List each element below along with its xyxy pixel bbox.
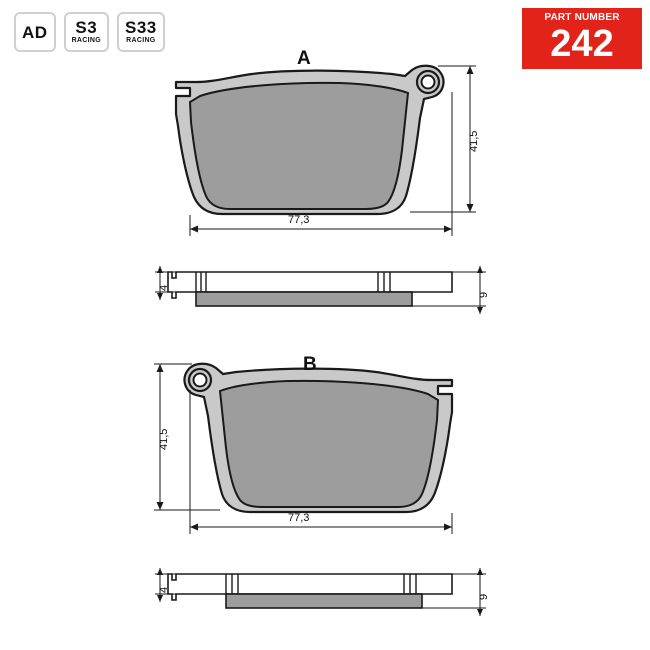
- pad-b-backing-thickness-dim: 4: [158, 586, 170, 593]
- pad-b-letter: B: [303, 354, 317, 375]
- pad-a-top-view: [176, 66, 476, 236]
- pad-b-width-dim: 77,3: [288, 512, 310, 524]
- pad-a-total-thickness-dim: 9: [478, 291, 490, 298]
- pad-a-height-dim: 41,5: [468, 130, 480, 152]
- part-number-label: PART NUMBER: [544, 12, 620, 23]
- pad-b-top-view: [154, 364, 452, 534]
- pad-a-backing-thickness-dim: 4: [158, 284, 170, 291]
- badge-ad-label: AD: [22, 22, 48, 42]
- badge-s33-label: S33: [124, 17, 157, 37]
- pad-a-side-view: [155, 266, 486, 314]
- pad-a-width-dim: 77,3: [288, 214, 310, 226]
- badge-s33-sublabel: RACING: [126, 36, 156, 44]
- part-number-value: 242: [550, 23, 614, 65]
- badge-s3-sublabel: RACING: [71, 36, 101, 44]
- pad-b-height-dim: 41,5: [158, 428, 170, 450]
- badge-s3-label: S3: [75, 17, 98, 37]
- pad-a-letter: A: [297, 48, 311, 69]
- pad-b-side-view: [155, 568, 486, 616]
- pad-b-total-thickness-dim: 9: [478, 593, 490, 600]
